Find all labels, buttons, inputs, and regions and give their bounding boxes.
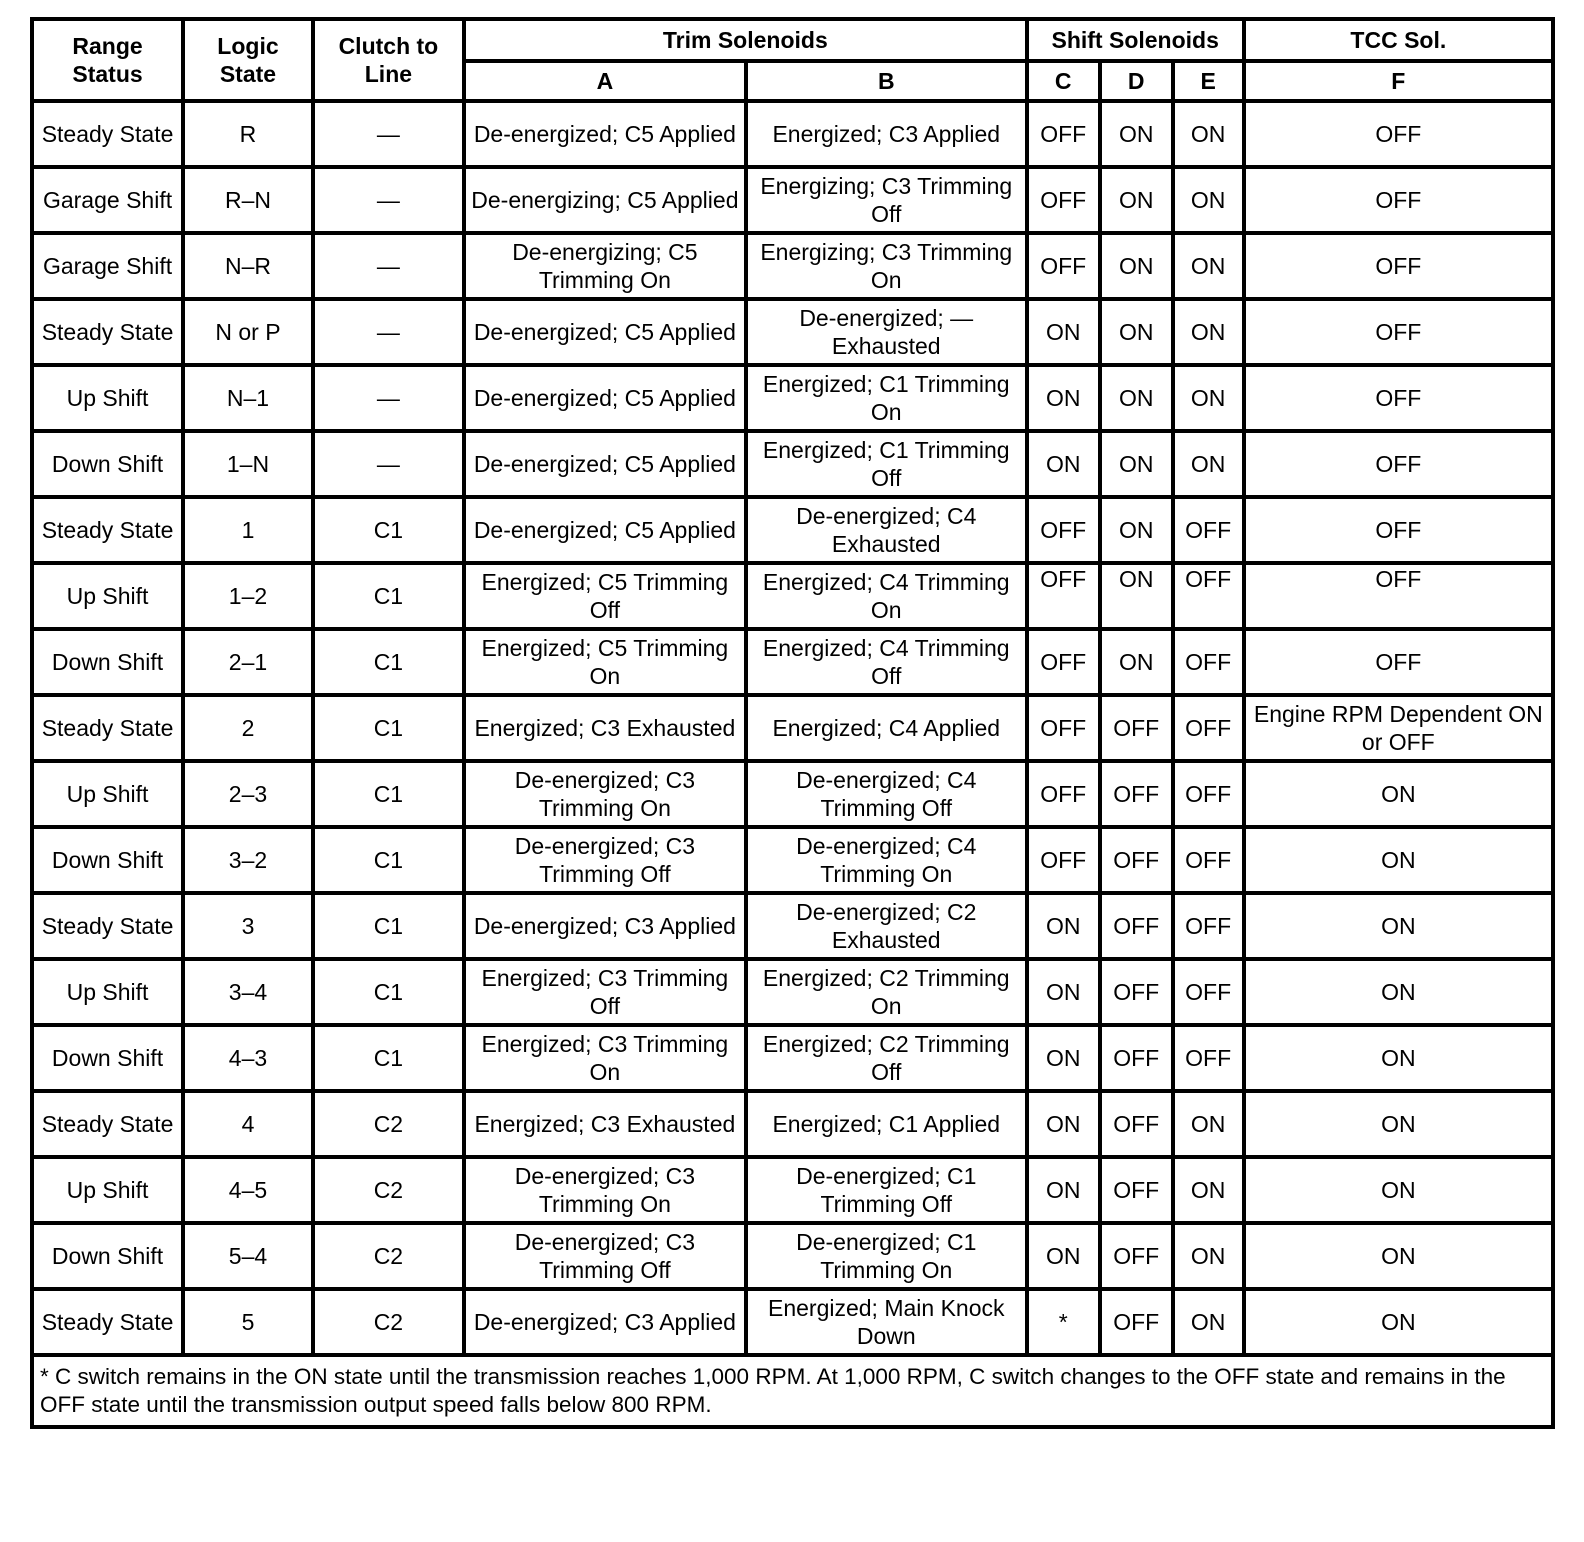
cell-clutch-to-line: — <box>313 299 464 365</box>
cell-trim-solenoid-a: De-energized; C3 Trimming Off <box>464 1223 746 1289</box>
cell-clutch-to-line: — <box>313 101 464 167</box>
cell-shift-solenoid-c: OFF <box>1027 167 1100 233</box>
cell-shift-solenoid-c: ON <box>1027 431 1100 497</box>
cell-tcc-solenoid-f: ON <box>1244 1025 1553 1091</box>
cell-range-status: Steady State <box>32 1289 183 1355</box>
header-logic-state: Logic State <box>183 19 313 101</box>
cell-trim-solenoid-a: De-energized; C3 Trimming On <box>464 761 746 827</box>
cell-tcc-solenoid-f: OFF <box>1244 629 1553 695</box>
table-row <box>32 629 1553 695</box>
cell-tcc-solenoid-f: Engine RPM Dependent ON or OFF <box>1244 695 1553 761</box>
table-row <box>32 167 1553 233</box>
cell-logic-state: 2–1 <box>183 629 313 695</box>
cell-shift-solenoid-e: OFF <box>1173 629 1244 695</box>
cell-shift-solenoid-d: OFF <box>1100 893 1173 959</box>
cell-shift-solenoid-d: OFF <box>1100 1025 1173 1091</box>
cell-clutch-to-line: C1 <box>313 629 464 695</box>
cell-tcc-solenoid-f: ON <box>1244 761 1553 827</box>
cell-trim-solenoid-b: De-energized; C2 Exhausted <box>746 893 1027 959</box>
cell-clutch-to-line: C1 <box>313 563 464 629</box>
cell-trim-solenoid-b: Energized; C2 Trimming On <box>746 959 1027 1025</box>
cell-logic-state: 1–N <box>183 431 313 497</box>
header-col-f: F <box>1244 61 1553 101</box>
cell-clutch-to-line: — <box>313 365 464 431</box>
cell-shift-solenoid-e: OFF <box>1173 695 1244 761</box>
cell-range-status: Steady State <box>32 893 183 959</box>
solenoid-logic-table <box>30 17 1555 1429</box>
cell-trim-solenoid-a: De-energized; C3 Trimming On <box>464 1157 746 1223</box>
table-row <box>32 1091 1553 1157</box>
cell-tcc-solenoid-f: ON <box>1244 959 1553 1025</box>
header-row-1 <box>32 19 1553 61</box>
cell-shift-solenoid-c: OFF <box>1027 233 1100 299</box>
cell-shift-solenoid-c: * <box>1027 1289 1100 1355</box>
cell-logic-state: 2–3 <box>183 761 313 827</box>
cell-shift-solenoid-d: ON <box>1100 299 1173 365</box>
cell-shift-solenoid-e: OFF <box>1173 827 1244 893</box>
cell-shift-solenoid-e: OFF <box>1173 761 1244 827</box>
cell-clutch-to-line: C2 <box>313 1091 464 1157</box>
cell-clutch-to-line: — <box>313 233 464 299</box>
cell-clutch-to-line: — <box>313 167 464 233</box>
header-tcc-sol: TCC Sol. <box>1244 19 1553 61</box>
cell-logic-state: 4–5 <box>183 1157 313 1223</box>
table-row <box>32 1289 1553 1355</box>
cell-trim-solenoid-b: Energized; Main Knock Down <box>746 1289 1027 1355</box>
cell-trim-solenoid-b: Energized; C4 Applied <box>746 695 1027 761</box>
cell-tcc-solenoid-f: ON <box>1244 827 1553 893</box>
cell-shift-solenoid-c: OFF <box>1027 761 1100 827</box>
table-row <box>32 563 1553 629</box>
table-row <box>32 1223 1553 1289</box>
cell-tcc-solenoid-f: OFF <box>1244 233 1553 299</box>
cell-shift-solenoid-c: ON <box>1027 893 1100 959</box>
header-col-e: E <box>1173 61 1244 101</box>
cell-clutch-to-line: C1 <box>313 695 464 761</box>
cell-range-status: Down Shift <box>32 1025 183 1091</box>
cell-shift-solenoid-d: ON <box>1100 167 1173 233</box>
cell-shift-solenoid-d: OFF <box>1100 1091 1173 1157</box>
cell-logic-state: 3–2 <box>183 827 313 893</box>
cell-logic-state: 2 <box>183 695 313 761</box>
cell-shift-solenoid-e: ON <box>1173 233 1244 299</box>
cell-tcc-solenoid-f: ON <box>1244 1091 1553 1157</box>
cell-shift-solenoid-c: ON <box>1027 959 1100 1025</box>
cell-shift-solenoid-d: ON <box>1100 233 1173 299</box>
cell-logic-state: 1–2 <box>183 563 313 629</box>
table-row <box>32 497 1553 563</box>
cell-logic-state: 5–4 <box>183 1223 313 1289</box>
cell-tcc-solenoid-f: ON <box>1244 1223 1553 1289</box>
cell-trim-solenoid-b: Energized; C4 Trimming On <box>746 563 1027 629</box>
header-trim-solenoids: Trim Solenoids <box>464 19 1027 61</box>
cell-clutch-to-line: C1 <box>313 497 464 563</box>
cell-tcc-solenoid-f: ON <box>1244 1157 1553 1223</box>
table-row <box>32 695 1553 761</box>
cell-shift-solenoid-d: ON <box>1100 365 1173 431</box>
cell-logic-state: N–1 <box>183 365 313 431</box>
cell-trim-solenoid-a: De-energized; C3 Applied <box>464 893 746 959</box>
cell-tcc-solenoid-f: OFF <box>1244 167 1553 233</box>
cell-logic-state: R <box>183 101 313 167</box>
cell-shift-solenoid-c: ON <box>1027 1223 1100 1289</box>
table-row <box>32 761 1553 827</box>
cell-clutch-to-line: C1 <box>313 893 464 959</box>
cell-logic-state: 1 <box>183 497 313 563</box>
cell-shift-solenoid-d: ON <box>1100 497 1173 563</box>
table-row <box>32 959 1553 1025</box>
cell-logic-state: R–N <box>183 167 313 233</box>
cell-shift-solenoid-e: ON <box>1173 1289 1244 1355</box>
cell-logic-state: 3–4 <box>183 959 313 1025</box>
cell-range-status: Up Shift <box>32 365 183 431</box>
table-body <box>32 101 1553 1355</box>
header-clutch-to-line: Clutch to Line <box>313 19 464 101</box>
header-col-b: B <box>746 61 1027 101</box>
cell-clutch-to-line: C1 <box>313 1025 464 1091</box>
header-range-status: Range Status <box>32 19 183 101</box>
cell-tcc-solenoid-f: OFF <box>1244 299 1553 365</box>
cell-range-status: Down Shift <box>32 1223 183 1289</box>
cell-logic-state: 4–3 <box>183 1025 313 1091</box>
cell-shift-solenoid-d: ON <box>1100 563 1173 629</box>
cell-shift-solenoid-e: OFF <box>1173 1025 1244 1091</box>
cell-trim-solenoid-b: De-energized; C1 Trimming Off <box>746 1157 1027 1223</box>
cell-trim-solenoid-a: De-energizing; C5 Applied <box>464 167 746 233</box>
table-row <box>32 893 1553 959</box>
cell-shift-solenoid-d: OFF <box>1100 1157 1173 1223</box>
cell-range-status: Down Shift <box>32 629 183 695</box>
cell-shift-solenoid-e: ON <box>1173 167 1244 233</box>
cell-shift-solenoid-d: OFF <box>1100 1289 1173 1355</box>
cell-shift-solenoid-c: OFF <box>1027 629 1100 695</box>
table-row <box>32 1025 1553 1091</box>
header-col-c: C <box>1027 61 1100 101</box>
cell-shift-solenoid-d: OFF <box>1100 695 1173 761</box>
header-shift-solenoids: Shift Solenoids <box>1027 19 1244 61</box>
cell-range-status: Up Shift <box>32 563 183 629</box>
cell-shift-solenoid-c: ON <box>1027 365 1100 431</box>
cell-range-status: Down Shift <box>32 827 183 893</box>
cell-clutch-to-line: — <box>313 431 464 497</box>
cell-clutch-to-line: C1 <box>313 761 464 827</box>
cell-range-status: Steady State <box>32 695 183 761</box>
cell-shift-solenoid-e: ON <box>1173 299 1244 365</box>
table-row <box>32 827 1553 893</box>
cell-shift-solenoid-d: OFF <box>1100 761 1173 827</box>
cell-range-status: Steady State <box>32 1091 183 1157</box>
cell-clutch-to-line: C2 <box>313 1289 464 1355</box>
table-row <box>32 1157 1553 1223</box>
cell-tcc-solenoid-f: OFF <box>1244 101 1553 167</box>
cell-range-status: Steady State <box>32 497 183 563</box>
cell-shift-solenoid-e: ON <box>1173 1091 1244 1157</box>
cell-shift-solenoid-c: OFF <box>1027 497 1100 563</box>
cell-trim-solenoid-a: Energized; C3 Exhausted <box>464 695 746 761</box>
table-row <box>32 365 1553 431</box>
cell-shift-solenoid-e: OFF <box>1173 497 1244 563</box>
table-row <box>32 299 1553 365</box>
cell-tcc-solenoid-f: OFF <box>1244 497 1553 563</box>
cell-trim-solenoid-b: Energized; C1 Trimming Off <box>746 431 1027 497</box>
cell-trim-solenoid-b: De-energized; C4 Exhausted <box>746 497 1027 563</box>
cell-logic-state: N or P <box>183 299 313 365</box>
footnote-row <box>32 1355 1553 1427</box>
cell-trim-solenoid-b: Energizing; C3 Trimming Off <box>746 167 1027 233</box>
cell-tcc-solenoid-f: ON <box>1244 893 1553 959</box>
cell-trim-solenoid-b: Energized; C3 Applied <box>746 101 1027 167</box>
cell-trim-solenoid-a: De-energized; C5 Applied <box>464 497 746 563</box>
cell-shift-solenoid-c: OFF <box>1027 827 1100 893</box>
cell-shift-solenoid-d: OFF <box>1100 827 1173 893</box>
cell-trim-solenoid-a: De-energizing; C5 Trimming On <box>464 233 746 299</box>
cell-clutch-to-line: C1 <box>313 959 464 1025</box>
cell-range-status: Garage Shift <box>32 233 183 299</box>
cell-trim-solenoid-b: De-energized; C4 Trimming Off <box>746 761 1027 827</box>
cell-logic-state: 4 <box>183 1091 313 1157</box>
cell-trim-solenoid-b: De-energized; C1 Trimming On <box>746 1223 1027 1289</box>
cell-shift-solenoid-d: ON <box>1100 101 1173 167</box>
cell-tcc-solenoid-f: OFF <box>1244 365 1553 431</box>
cell-range-status: Down Shift <box>32 431 183 497</box>
cell-trim-solenoid-a: Energized; C3 Trimming On <box>464 1025 746 1091</box>
cell-logic-state: N–R <box>183 233 313 299</box>
header-col-d: D <box>1100 61 1173 101</box>
cell-trim-solenoid-a: De-energized; C5 Applied <box>464 365 746 431</box>
footnote: * C switch remains in the ON state until the transmission reaches 1,000 RPM. At 1,000 RPM, C switch changes to the OFF state and remains in the OFF state until the transmission output speed falls below 800 RPM. <box>32 1355 1553 1427</box>
cell-range-status: Garage Shift <box>32 167 183 233</box>
cell-tcc-solenoid-f: ON <box>1244 1289 1553 1355</box>
cell-shift-solenoid-c: OFF <box>1027 101 1100 167</box>
cell-trim-solenoid-b: De-energized; — Exhausted <box>746 299 1027 365</box>
cell-range-status: Up Shift <box>32 959 183 1025</box>
header-col-a: A <box>464 61 746 101</box>
cell-trim-solenoid-b: Energized; C1 Applied <box>746 1091 1027 1157</box>
table-row <box>32 431 1553 497</box>
cell-trim-solenoid-a: Energized; C5 Trimming Off <box>464 563 746 629</box>
cell-shift-solenoid-c: ON <box>1027 1157 1100 1223</box>
table-row <box>32 233 1553 299</box>
cell-shift-solenoid-c: OFF <box>1027 563 1100 629</box>
cell-trim-solenoid-a: Energized; C3 Trimming Off <box>464 959 746 1025</box>
cell-trim-solenoid-b: Energized; C1 Trimming On <box>746 365 1027 431</box>
cell-shift-solenoid-c: OFF <box>1027 695 1100 761</box>
cell-trim-solenoid-b: Energized; C4 Trimming Off <box>746 629 1027 695</box>
cell-trim-solenoid-a: Energized; C5 Trimming On <box>464 629 746 695</box>
cell-trim-solenoid-a: De-energized; C3 Trimming Off <box>464 827 746 893</box>
cell-logic-state: 3 <box>183 893 313 959</box>
cell-trim-solenoid-a: Energized; C3 Exhausted <box>464 1091 746 1157</box>
cell-shift-solenoid-e: OFF <box>1173 959 1244 1025</box>
cell-trim-solenoid-b: Energizing; C3 Trimming On <box>746 233 1027 299</box>
cell-shift-solenoid-c: ON <box>1027 299 1100 365</box>
cell-shift-solenoid-e: OFF <box>1173 893 1244 959</box>
cell-shift-solenoid-d: ON <box>1100 629 1173 695</box>
cell-trim-solenoid-b: De-energized; C4 Trimming On <box>746 827 1027 893</box>
cell-trim-solenoid-a: De-energized; C5 Applied <box>464 101 746 167</box>
cell-shift-solenoid-d: ON <box>1100 431 1173 497</box>
cell-shift-solenoid-e: ON <box>1173 101 1244 167</box>
cell-trim-solenoid-b: Energized; C2 Trimming Off <box>746 1025 1027 1091</box>
cell-shift-solenoid-e: ON <box>1173 365 1244 431</box>
cell-shift-solenoid-d: OFF <box>1100 959 1173 1025</box>
cell-range-status: Steady State <box>32 299 183 365</box>
cell-trim-solenoid-a: De-energized; C5 Applied <box>464 299 746 365</box>
cell-trim-solenoid-a: De-energized; C3 Applied <box>464 1289 746 1355</box>
cell-trim-solenoid-a: De-energized; C5 Applied <box>464 431 746 497</box>
cell-clutch-to-line: C2 <box>313 1223 464 1289</box>
cell-shift-solenoid-d: OFF <box>1100 1223 1173 1289</box>
cell-range-status: Up Shift <box>32 761 183 827</box>
cell-shift-solenoid-e: ON <box>1173 431 1244 497</box>
cell-tcc-solenoid-f: OFF <box>1244 431 1553 497</box>
table-row <box>32 101 1553 167</box>
cell-shift-solenoid-e: OFF <box>1173 563 1244 629</box>
cell-shift-solenoid-c: ON <box>1027 1025 1100 1091</box>
cell-clutch-to-line: C1 <box>313 827 464 893</box>
cell-range-status: Up Shift <box>32 1157 183 1223</box>
cell-shift-solenoid-e: ON <box>1173 1223 1244 1289</box>
cell-clutch-to-line: C2 <box>313 1157 464 1223</box>
cell-logic-state: 5 <box>183 1289 313 1355</box>
cell-range-status: Steady State <box>32 101 183 167</box>
cell-shift-solenoid-c: ON <box>1027 1091 1100 1157</box>
cell-tcc-solenoid-f: OFF <box>1244 563 1553 629</box>
cell-shift-solenoid-e: ON <box>1173 1157 1244 1223</box>
